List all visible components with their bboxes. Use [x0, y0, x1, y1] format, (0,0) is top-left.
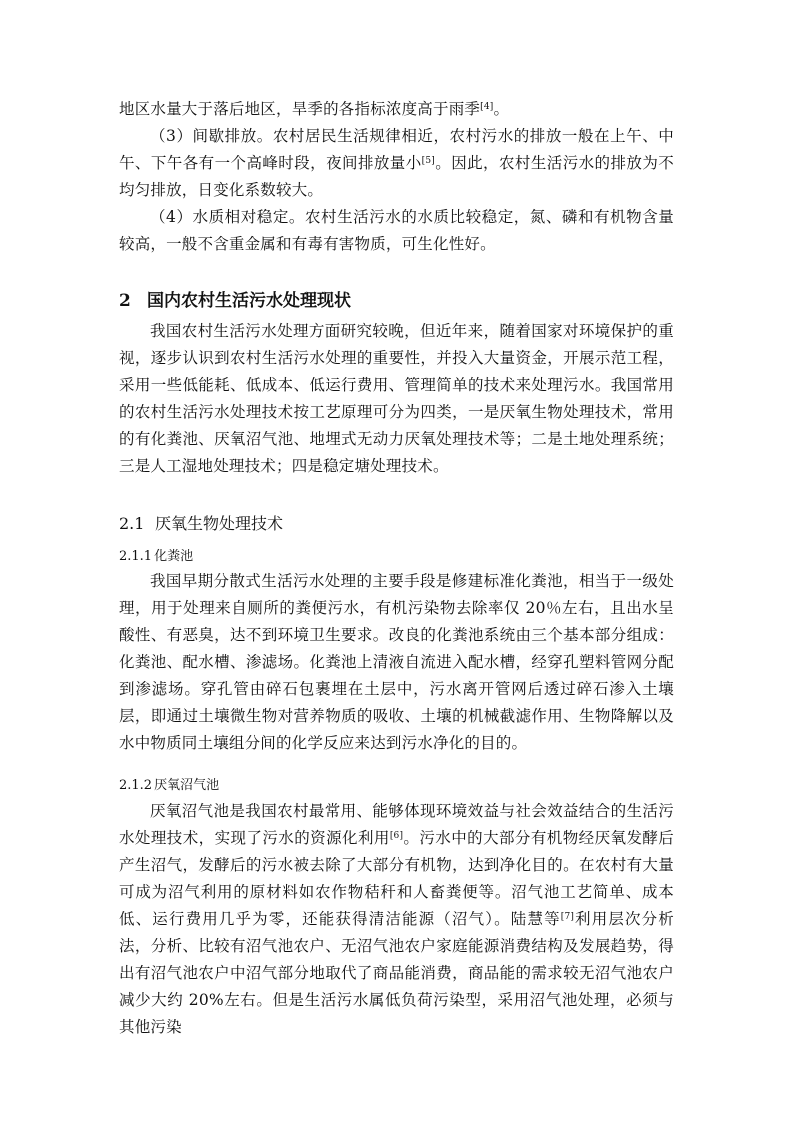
section-2-1-1-heading	[119, 546, 674, 568]
body-paragraph: （4）水质相对稳定。农村生活污水的水质比较稳定，氮、磷和有机物含量较高，一般不含重金属和有毒有害物质，可生化性好。	[119, 208, 674, 253]
section-number: 2	[119, 291, 131, 311]
section-2-body	[119, 318, 674, 480]
section-2-1-2-body	[119, 798, 674, 1041]
body-paragraph	[119, 798, 674, 1041]
section-2-1-heading	[119, 512, 674, 536]
paragraph-text: 。	[493, 100, 510, 118]
section-number: 2.1	[119, 514, 145, 533]
body-paragraph: 我国农村生活污水处理方面研究较晚，但近年来，随着国家对环境保护的重视，逐步认识到农村生活污水处理的重要性，并投入大量资金，开展示范工程，采用一些低能耗、低成本、低运行费用、管理简单的技术来处理污水。我国常用的农村生活污水处理技术按工艺原理可分为四类，一是厌氧生物处理技术，常用的有化粪池、厌氧沼气池、地埋式无动力厌氧处理技术等；二是土地处理系统；三是人工湿地处理技术；四是稳定塘处理技术。	[119, 322, 674, 475]
citation-ref: [5]	[421, 156, 436, 166]
paragraph-text: 厌氧沼气池是我国农村最常用、能够体现环境效益与社会效益结合的生活污水处理技术，实现了污水的资源化利用	[119, 802, 674, 847]
citation-ref: [7]	[560, 912, 575, 922]
section-title: 厌氧沼气池	[154, 778, 220, 793]
paragraph-text: 。污水中的大部分有机物经厌氧发酵后产生沼气，发酵后的污水被去除了大部分有机物，达到净化目的。在农村有大量可成为沼气利用的原材料如农作物秸秆和人畜粪便等。沼气池工艺简单、成本低、运行费用几乎为零，还能获得清洁能源（沼气）。陆慧等	[119, 829, 675, 928]
paragraph-text: 。因此，农村生活污水的排放为不均匀排放，日变化系数较大。	[119, 154, 674, 199]
section-2-1-1-body	[119, 568, 674, 757]
body-paragraph: 我国早期分散式生活污水处理的主要手段是修建标准化粪池，相当于一级处理，用于处理来自厕所的粪便污水，有机污染物去除率仅 20％左右，且出水呈酸性、有恶臭，达不到环境卫生要求。改良的化粪池系统由三个基本部分组成：化粪池、配水槽、渗滤场。化粪池上清液自流进入配水槽，经穿孔塑料管网分配到渗滤场。穿孔管由碎石包裹埋在土层中，污水离开管网后透过碎石渗入土壤层，即通过土壤微生物对营养物质的吸收、土壤的机械截滤作用、生物降解以及水中物质同土壤组分间的化学反应来达到污水净化的目的。	[119, 572, 674, 752]
paragraph-text: （3）间歇排放。农村居民生活规律相近，农村污水的排放一般在上午、中午、下午各有一个高峰时段，夜间排放量小	[119, 127, 674, 172]
section-title: 化粪池	[154, 549, 194, 564]
section-title: 厌氧生物处理技术	[155, 514, 284, 533]
body-paragraph	[119, 96, 674, 123]
paragraph-text: 地区水量大于落后地区，旱季的各指标浓度高于雨季	[119, 100, 481, 118]
paragraph-text: 利用层次分析法，分析、比较有沼气池农户、无沼气池农户家庭能源消费结构及发展趋势，得出有沼气池农户中沼气部分地取代了商品能消费，商品能的需求较无沼气池农户减少大约 20%左右。但是生活污水属低负荷污染型，采用沼气池处理，必须与其他污染	[119, 910, 674, 1036]
citation-ref: [4]	[480, 102, 494, 112]
section-number: 2.1.1	[119, 549, 153, 564]
paragraph-continuation	[119, 96, 674, 123]
section-number: 2.1.2	[119, 778, 153, 793]
section-2-heading	[119, 289, 674, 313]
section-2-1-2-heading	[119, 775, 674, 797]
citation-ref: [6]	[389, 831, 404, 841]
paragraph-intermittent-discharge	[119, 123, 674, 204]
paragraph-water-quality	[119, 204, 674, 258]
body-paragraph	[119, 123, 674, 204]
section-title: 国内农村生活污水处理现状	[147, 291, 351, 311]
